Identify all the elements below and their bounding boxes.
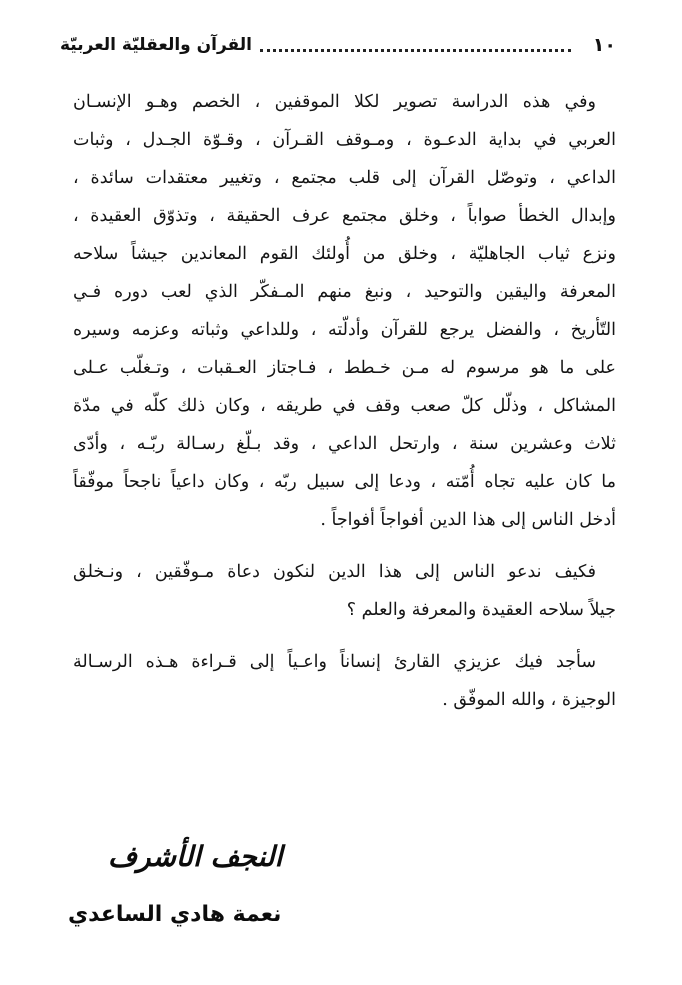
signature-author: نعمة هادي الساعدي xyxy=(68,902,282,927)
paragraph-line: ونزع ثياب الجاهليّة ، وخلق من أُولئك القوم المعاندين جيشاً سلاحه xyxy=(73,244,616,264)
paragraph-line: سأجد فيك عزيزي القارئ إنساناً واعـياً إلى قـراءة هـذه الرسـالة xyxy=(73,652,596,672)
page-number: ١٠ xyxy=(592,34,616,56)
running-title: القرآن والعقليّة العربيّة xyxy=(60,35,253,55)
paragraph-line: جيلاً سلاحه العقيدة والمعرفة والعلم ؟ xyxy=(346,600,616,620)
paragraph-line: ما كان عليه تجاه أُمّته ، ودعا إلى سبيل ربّه ، وكان داعياً ناجحاً موفّقاً xyxy=(73,472,616,492)
paragraph-line: أدخل الناس إلى هذا الدين أفواجاً أفواجاً . xyxy=(320,510,616,530)
paragraph-line: التّأريخ ، والفضل يرجع للقرآن وأدلّته ، وللداعي وثباته وعزمه وسيره xyxy=(73,320,616,340)
paragraph-line: وفي هذه الدراسة تصوير لكلا الموقفين ، الخصم وهـو الإنسـان xyxy=(73,92,596,112)
running-header xyxy=(60,30,616,60)
paragraph-gap xyxy=(73,629,616,643)
paragraph-line: فكيف ندعو الناس إلى هذا الدين لنكون دعاة مـوفّقين ، ونـخلق xyxy=(73,562,596,582)
dot-leader xyxy=(260,49,571,52)
paragraph-gap xyxy=(73,539,616,553)
paragraph-line: ثلاث وعشرين سنة ، وارتحل الداعي ، وقد بـلّغ رسـالة ربّـه ، وأدّى xyxy=(73,434,616,454)
paragraph-line: الداعي ، وتوصّل القرآن إلى قلب مجتمع ، وتغيير معتقدات سائدة ، xyxy=(73,168,616,188)
paragraph-line: المعرفة واليقين والتوحيد ، ونبغ منهم المـفكّر الذي لعب دوره فـي xyxy=(73,282,616,302)
paragraph-line: العربي في بداية الدعـوة ، ومـوقف القـرآن ، وقـوّة الجـدل ، وثبات xyxy=(73,130,616,150)
paragraph-line: الوجيزة ، والله الموفّق . xyxy=(442,690,616,710)
paragraph-line: المشاكل ، وذلّل كلّ صعب وقف في طريقه ، وكان ذلك كلّه في مدّة xyxy=(73,396,616,416)
paragraph-line: على ما هو مرسوم له مـن خـطط ، فـاجتاز العـقبات ، وتـغلّب عـلى xyxy=(73,358,616,378)
body-text xyxy=(73,83,616,719)
signature-place: النجف الأشرف xyxy=(108,840,283,873)
paragraph-line: وإبدال الخطأ صواباً ، وخلق مجتمع عرف الحقيقة ، وتذوّق العقيدة ، xyxy=(73,206,616,226)
